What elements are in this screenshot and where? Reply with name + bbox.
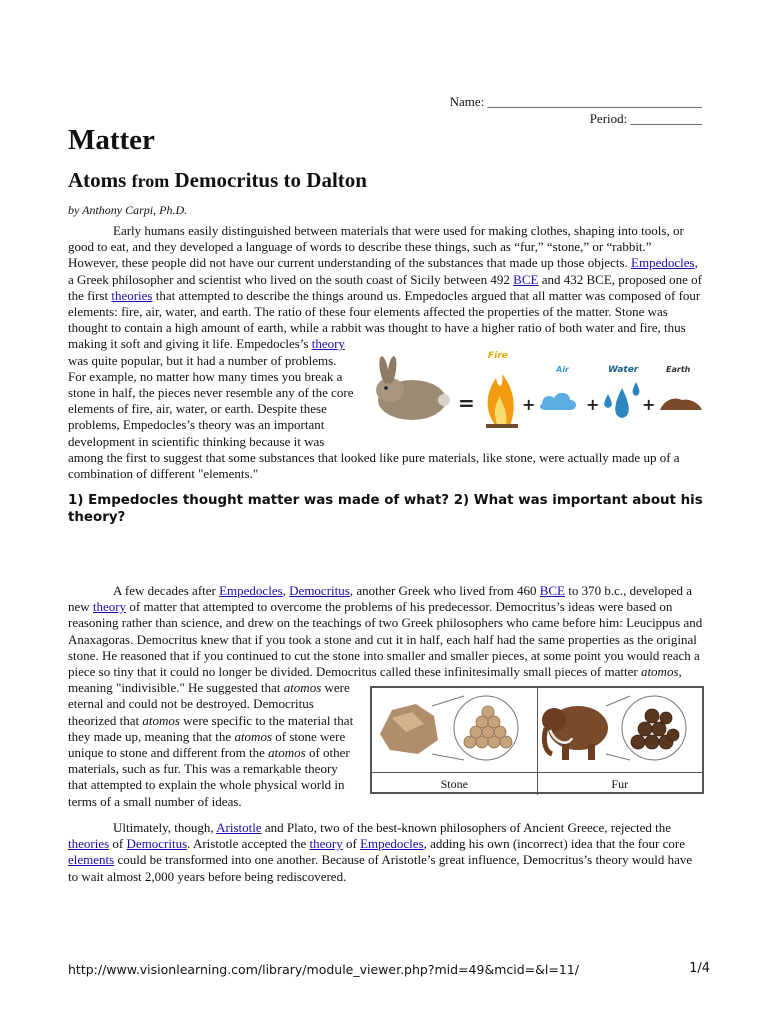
link-empedocles-3[interactable]: Empedocles (360, 836, 424, 852)
para2-text-8: were specific to the material that they made up, meaning that the (68, 712, 354, 744)
atomos-term: atomos (234, 728, 272, 744)
elements-figure (364, 338, 704, 438)
link-bce[interactable]: BCE (513, 271, 539, 287)
link-democritus-2[interactable]: Democritus (126, 836, 188, 852)
link-bce-2[interactable]: BCE (539, 583, 565, 598)
link-theory-2[interactable]: theory (92, 599, 127, 615)
fur-caption: Fur (611, 777, 629, 792)
atoms-figure-images (372, 688, 702, 772)
paragraph-empedocles (68, 223, 704, 482)
link-democritus[interactable]: Democritus (289, 583, 350, 598)
para3-text-6: , adding his own (incorrect) idea that the four core (423, 836, 685, 852)
water-icon (604, 365, 639, 418)
link-elements[interactable]: elements (68, 852, 115, 868)
period-field-line: Period: ___________ (589, 111, 702, 126)
rabbit-elements-illustration (364, 338, 704, 438)
subtitle-part-1: Atoms (68, 168, 132, 192)
link-theory-3[interactable]: theory (309, 836, 343, 852)
stone-image-cell (372, 688, 538, 772)
atoms-figure (370, 686, 704, 794)
fur-image-cell (538, 688, 703, 772)
para2-text-2: , (282, 583, 290, 598)
subtitle-part-3: Democritus to Dalton (169, 168, 367, 192)
para2-text-4: to 370 b.c., developed a new (68, 583, 693, 615)
link-aristotle[interactable]: Aristotle (216, 820, 262, 835)
plus-sign-2: + (586, 395, 600, 415)
link-empedocles[interactable]: Empedocles (631, 255, 695, 271)
footer-page-number: 1/4 (689, 961, 710, 976)
link-theories-2[interactable]: theories (68, 836, 110, 852)
para1-text-1: Early humans easily distinguished between materials that were used for making clothes, shaping into tools, or good to eat, and they developed a language of words to describe these things, such as “fur,” “stone,” or “rabbit.” However, these people did not have our current understanding of the substances that made up those objects. (68, 223, 684, 271)
para3-text-3: of (109, 836, 127, 852)
para1-text-4: that attempted to describe the things around us. Empedocles argued that all matter was composed of four elements: fire, air, water, and earth. The ratio of these four elements affected the properties of the matter. Stone was thought to contain a high amount of earth, while a rabbit was thought to have a higher ratio of both water and fire, thus making it soft and giving it life. Empedocles’s (68, 287, 701, 352)
earth-icon (660, 365, 702, 410)
para1-text-2: , a Greek philosopher and scientist who lived on the south coast of Sicily between 492 (68, 255, 698, 287)
atoms-figure-captions (372, 772, 702, 795)
mammoth-icon (542, 706, 608, 760)
fire-icon (486, 351, 518, 428)
link-theories[interactable]: theories (111, 287, 153, 303)
stone-atoms-illustration (372, 688, 532, 768)
para3-text-2: and Plato, two of the best-known philosophers of Ancient Greece, rejected the (261, 820, 672, 835)
para2-text-6: , meaning "indivisible." He suggested that (68, 664, 682, 696)
para2-text-1: A few decades after (113, 583, 220, 598)
question-1-2: 1) Empedocles thought matter was made of what? 2) What was important about his theory? (68, 493, 703, 525)
stone-icon (380, 704, 438, 754)
para2-text-7: were eternal and could not be destroyed. Democritus theorized that (68, 680, 350, 728)
stone-caption: Stone (372, 773, 538, 795)
para1-text-5: was quite popular, but it had a number of problems. For example, no matter how many times you break a stone in half, the pieces never resemble any of the core elements of fire, air, water, or earth. Despite these problems, Empedocles’s theory was an important development in scientific thinking because it was among the first to suggest that some substances that looked like pure materials, like stone, were actually made up of a combination of different "elements." (68, 352, 680, 482)
page-title: Matter (68, 124, 155, 156)
air-label: Air (556, 365, 569, 375)
name-field-line: Name: _________________________________ (449, 94, 702, 109)
byline: by Anthony Carpi, Ph.D. (68, 203, 188, 217)
article-subtitle (68, 168, 367, 193)
water-label: Water (608, 365, 639, 376)
para3-text-1: Ultimately, though, (113, 820, 217, 835)
paragraph-aristotle (68, 820, 704, 885)
footer-url: http://www.visionlearning.com/library/module_viewer.php?mid=49&mcid=&l=11/ (68, 962, 579, 977)
paragraph-democritus (68, 583, 704, 810)
plus-sign-1: + (522, 395, 536, 415)
fur-atoms-illustration (538, 688, 698, 768)
para2-text-10: of other materials, such as fur. This was a remarkable theory that attempted to explain the whole physical world in terms of a small number of ideas. (68, 745, 350, 809)
para3-text-4: . Aristotle accepted the (187, 836, 310, 852)
atomos-term: atomos (142, 712, 180, 728)
atomos-term: atomos (640, 664, 679, 680)
air-icon (540, 365, 576, 410)
link-theory[interactable]: theory (311, 336, 345, 352)
subtitle-part-2: from (131, 171, 170, 191)
para2-text-9: of stone were unique to stone and different from the (68, 728, 346, 761)
earth-label: Earth (666, 365, 691, 375)
para2-text-3: , another Greek who lived from 460 (349, 583, 540, 598)
para3-text-7: could be transformed into one another. Because of Aristotle’s great influence, Democritus’s theory would have to wait almost 2,000 years before being rediscovered. (68, 852, 693, 884)
plus-sign-3: + (642, 395, 656, 415)
atomos-term: atomos (283, 680, 322, 696)
fire-label: Fire (488, 351, 508, 362)
rabbit-icon (376, 356, 450, 420)
para3-text-5: of (342, 836, 361, 852)
link-empedocles-2[interactable]: Empedocles (219, 583, 283, 598)
equals-sign: = (458, 391, 475, 416)
para1-text-3: and 432 BCE, proposed one of the first (68, 271, 703, 303)
atomos-term: atomos (268, 745, 306, 761)
para2-text-5: of matter that attempted to overcome the problems of his predecessor. Democritus’s ideas were based on reasoning rather than science, and drew on the teachings of two Greek philosophers who came before him: Leucippus and Anaxagoras. Democritus knew that if you took a stone and cut it in half, each half had the same properties as the original stone. He reasoned that if you continued to cut the stone into smaller and smaller pieces, at some point you would reach a piece so tiny that it could no longer be divided. Democritus called these infinitesimally small pieces of matter (68, 599, 703, 680)
